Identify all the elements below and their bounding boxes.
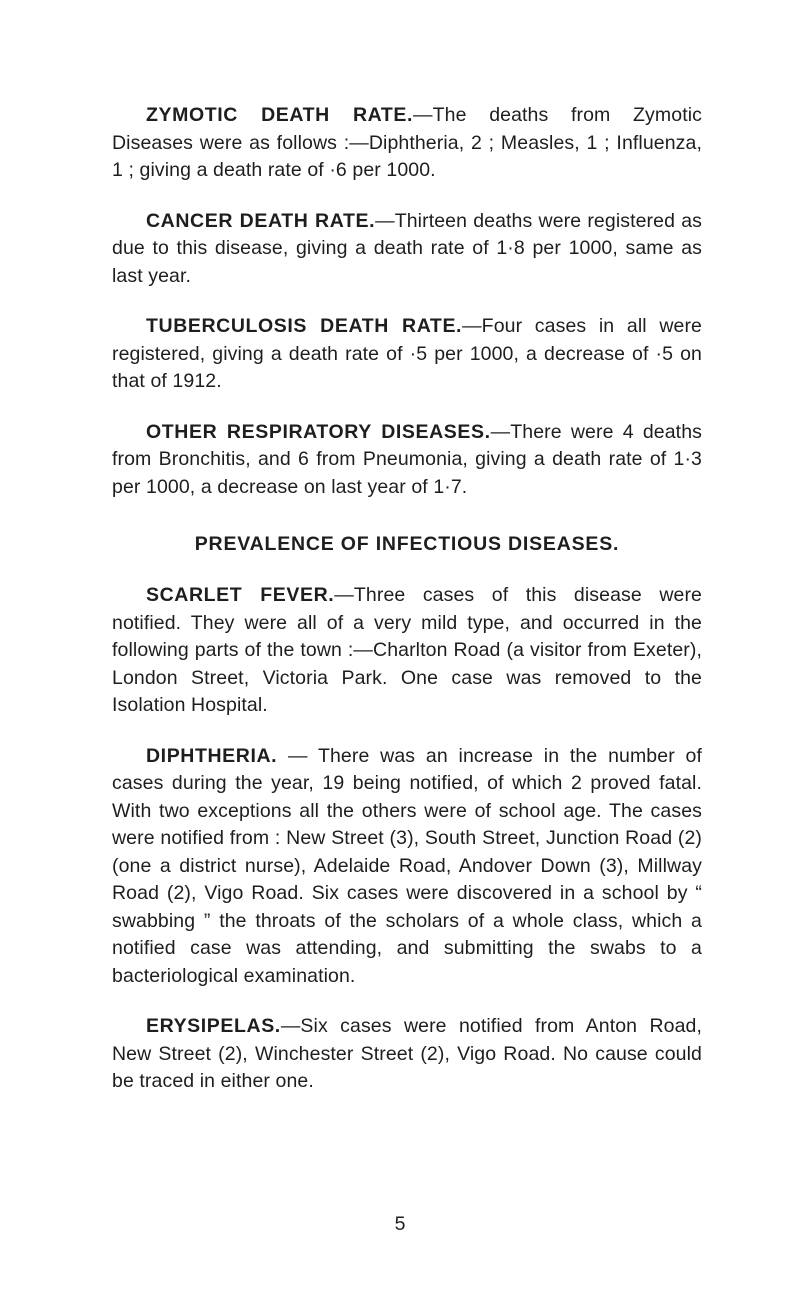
scarlet-fever-text: —Three cases of this disease were notified. They were all of a very mild type, and occurred in the following parts of the town :—Charlton Road (a visitor from Exeter), London Street, Victoria Park. One case was removed to the Isolation Hospital. [112, 584, 702, 716]
diphtheria-paragraph [112, 743, 702, 991]
scarlet-fever-paragraph [112, 582, 702, 720]
respiratory-paragraph [112, 419, 702, 502]
zymotic-paragraph [112, 102, 702, 185]
cancer-heading: CANCER DEATH RATE. [146, 209, 376, 232]
erysipelas-paragraph [112, 1013, 702, 1096]
diphtheria-text: — There was an increase in the number of cases during the year, 19 being notified, of which 2 proved fatal. With two exceptions all the others were of school age. The cases were notified from : New Street (3), South Street, Junction Road (2) (one a district nurse), Adelaide Road, Andover Down (3), Millway Road (2), Vigo Road. Six cases were discovered in a school by “ swabbing ” the throats of the scholars of a whole class, which a notified case was attending, and submitting the swabs to a bacteriological examination. [112, 744, 702, 987]
tuberculosis-text: —Four cases in all were registered, giving a death rate of ·5 per 1000, a decrease of ·5 on that of 1912. [112, 315, 702, 392]
respiratory-heading: OTHER RESPIRATORY DISEASES. [146, 420, 491, 443]
respiratory-text: —There were 4 deaths from Bronchitis, and 6 from Pneumonia, giving a death rate of 1·3 per 1000, a decrease on last year of 1·7. [112, 420, 702, 498]
scarlet-fever-heading: SCARLET FEVER. [146, 584, 335, 606]
tuberculosis-heading: TUBERCULOSIS DEATH RATE. [146, 315, 463, 337]
cancer-text: —Thirteen deaths were registered as due to this disease, giving a death rate of 1·8 per 1000, same as last year. [112, 209, 702, 287]
zymotic-heading: ZYMOTIC DEATH RATE. [146, 104, 414, 126]
document-page [112, 102, 702, 1119]
tuberculosis-paragraph [112, 313, 702, 396]
zymotic-text: —The deaths from Zymotic Diseases were as follows :—Diphtheria, 2 ; Measles, 1 ; Influenza, 1 ; giving a death rate of ·6 per 1000. [112, 104, 702, 181]
page-number: 5 [394, 1213, 406, 1235]
diphtheria-heading: DIPHTHERIA. [146, 744, 278, 767]
erysipelas-text: —Six cases were notified from Anton Road, New Street (2), Winchester Street (2), Vigo Road. No cause could be traced in either one. [112, 1015, 702, 1092]
erysipelas-heading: ERYSIPELAS. [146, 1015, 281, 1037]
cancer-paragraph [112, 208, 702, 291]
section-title: PREVALENCE OF INFECTIOUS DISEASES. [194, 533, 620, 555]
